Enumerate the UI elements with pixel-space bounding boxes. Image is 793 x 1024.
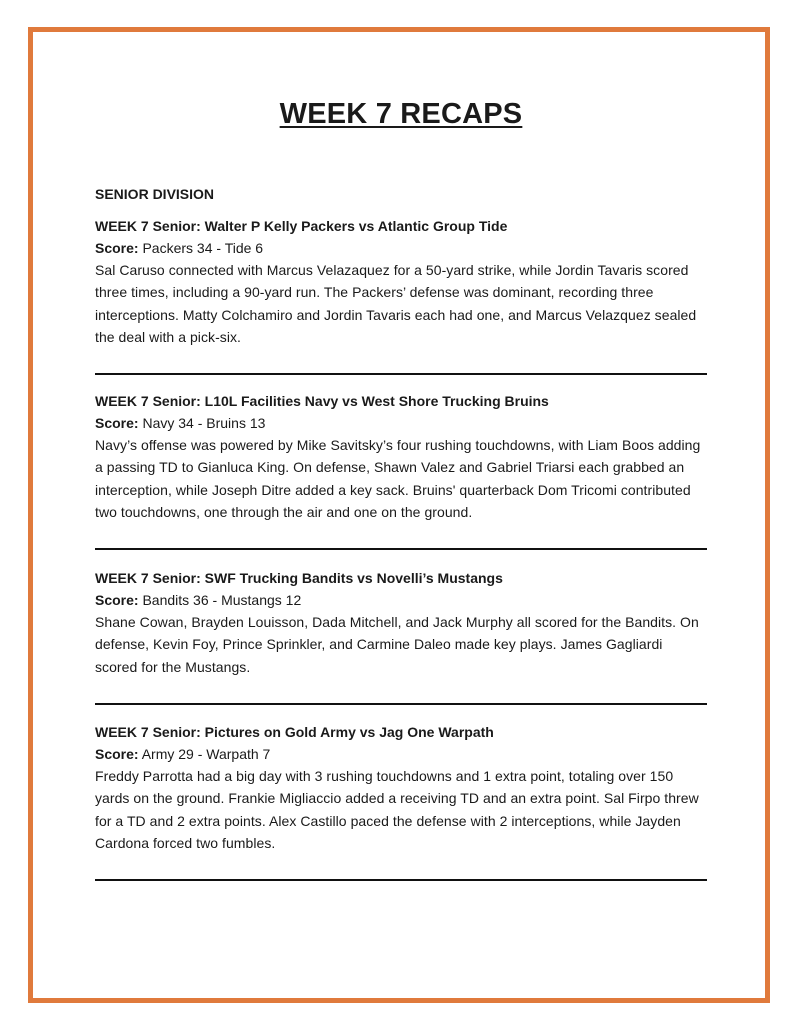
recap-game-1 — [95, 215, 707, 349]
score-label: Score: — [95, 592, 139, 608]
page-title: WEEK 7 RECAPS — [279, 98, 523, 130]
page-border — [28, 27, 770, 1003]
recap-heading: WEEK 7 Senior: L10L Facilities Navy vs West Shore Trucking Bruins — [95, 393, 549, 409]
divider-rule — [95, 703, 707, 705]
recap-game-4 — [95, 721, 707, 855]
recap-game-3 — [95, 567, 707, 678]
divider-rule — [95, 373, 707, 375]
recap-score — [95, 237, 707, 259]
score-label: Score: — [95, 240, 139, 256]
recap-heading: WEEK 7 Senior: Walter P Kelly Packers vs Atlantic Group Tide — [95, 218, 508, 234]
divider-rule — [95, 548, 707, 550]
recap-text: Sal Caruso connected with Marcus Velazaquez for a 50-yard strike, while Jordin Tavaris scored three times, including a 90-yard run. The Packers’ defense was dominant, recording three interceptions. Matty Colchamiro and Jordin Tavaris each had one, and Marcus Velazquez sealed the deal with a pick-six. — [95, 262, 697, 346]
divider-rule — [95, 879, 707, 881]
recap-score — [95, 589, 707, 611]
score-value: Packers 34 - Tide 6 — [142, 240, 264, 256]
recap-text: Navy’s offense was powered by Mike Savitsky’s four rushing touchdowns, with Liam Boos adding a passing TD to Gianluca King. On defense, Shawn Valez and Gabriel Triarsi each grabbed an interception, while Joseph Ditre added a key sack. Bruins' quarterback Dom Tricomi contributed two touchdowns, one through the air and one on the ground. — [95, 437, 701, 521]
recap-text: Shane Cowan, Brayden Louisson, Dada Mitchell, and Jack Murphy all scored for the Bandits. On defense, Kevin Foy, Prince Sprinkler, and Carmine Daleo made key plays. James Gagliardi scored for the Mustangs. — [95, 614, 699, 675]
recap-text: Freddy Parrotta had a big day with 3 rushing touchdowns and 1 extra point, totaling over 150 yards on the ground. Frankie Migliaccio added a receiving TD and an extra point. Sal Firpo threw for a TD and 2 extra points. Alex Castillo paced the defense with 2 interceptions, while Jayden Cardona forced two fumbles. — [95, 768, 699, 852]
division-heading: SENIOR DIVISION — [95, 186, 215, 202]
recap-game-2 — [95, 390, 707, 524]
recap-score — [95, 743, 707, 765]
score-label: Score: — [95, 746, 139, 762]
recap-heading: WEEK 7 Senior: Pictures on Gold Army vs Jag One Warpath — [95, 724, 494, 740]
score-value: Army 29 - Warpath 7 — [141, 746, 271, 762]
score-value: Bandits 36 - Mustangs 12 — [142, 592, 302, 608]
score-label: Score: — [95, 415, 139, 431]
recap-score — [95, 412, 707, 434]
score-value: Navy 34 - Bruins 13 — [142, 415, 266, 431]
recap-heading: WEEK 7 Senior: SWF Trucking Bandits vs Novelli’s Mustangs — [95, 570, 503, 586]
